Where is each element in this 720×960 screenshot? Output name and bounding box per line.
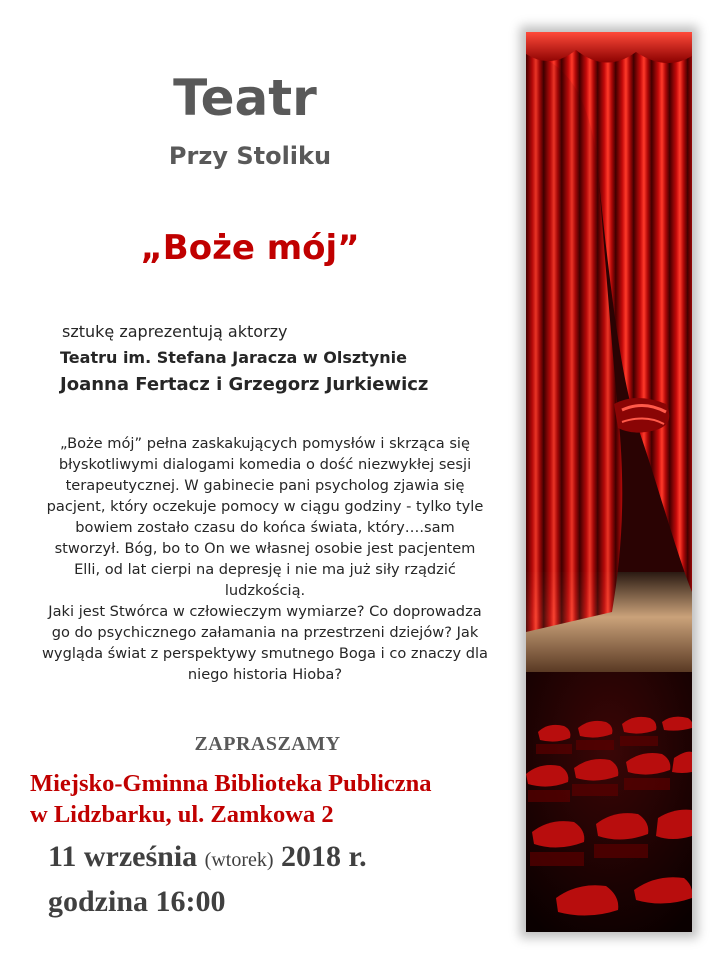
description-line: ludzkością. <box>224 582 306 599</box>
description-line: niego historia Hioba? <box>187 666 343 683</box>
invite-heading: ZAPRASZAMY <box>194 733 341 755</box>
venue <box>30 768 432 830</box>
description-line: stworzył. Bóg, bo to On we własnej osobie jest pacjentem <box>54 540 476 557</box>
event-datetime <box>48 836 367 923</box>
event-time: godzina 16:00 <box>48 885 226 918</box>
poster-subtitle: Przy Stoliku <box>168 142 332 170</box>
event-weekday: (wtorek) <box>204 849 274 871</box>
poster-title: Teatr <box>173 69 317 127</box>
play-description <box>30 433 500 685</box>
play-title: „Boże mój” <box>140 228 360 268</box>
description-line: Elli, od lat cierpi na depresję i nie ma już siły rządzić <box>74 561 456 578</box>
venue-address: w Lidzbarku, ul. Zamkowa 2 <box>30 801 334 828</box>
event-year: 2018 r. <box>281 840 367 873</box>
curtain-illustration <box>526 32 692 932</box>
actors-theatre: Teatru im. Stefana Jaracza w Olsztynie <box>60 348 407 367</box>
actors-intro: sztukę zaprezentują aktorzy <box>62 322 288 341</box>
description-line: bowiem zostało czasu do końca świata, który….sam <box>75 519 455 536</box>
description-line: terapeutycznej. W gabinecie pani psycholog zjawia się <box>65 477 465 494</box>
event-day: 11 września <box>48 840 198 873</box>
description-line: go do psychicznego załamania na przestrzeni dziejów? Jak <box>51 624 479 641</box>
actors-names: Joanna Fertacz i Grzegorz Jurkiewicz <box>60 374 429 395</box>
description-line: Jaki jest Stwórca w człowieczym wymiarze? Co doprowadza <box>48 603 482 620</box>
description-line: błyskotliwymi dialogami komedia o dość niezwykłej sesji <box>58 456 472 473</box>
theatre-curtain-image <box>526 32 692 932</box>
event-date <box>48 836 367 881</box>
description-line: „Boże mój” pełna zaskakujących pomysłów i skrząca się <box>60 435 470 452</box>
description-line: pacjent, który oczekuje pomocy w ciągu godziny - tylko tyle <box>46 498 484 515</box>
venue-name: Miejsko-Gminna Biblioteka Publiczna <box>30 770 432 797</box>
description-line: wygląda świat z perspektywy smutnego Boga i co znaczy dla <box>42 645 488 662</box>
